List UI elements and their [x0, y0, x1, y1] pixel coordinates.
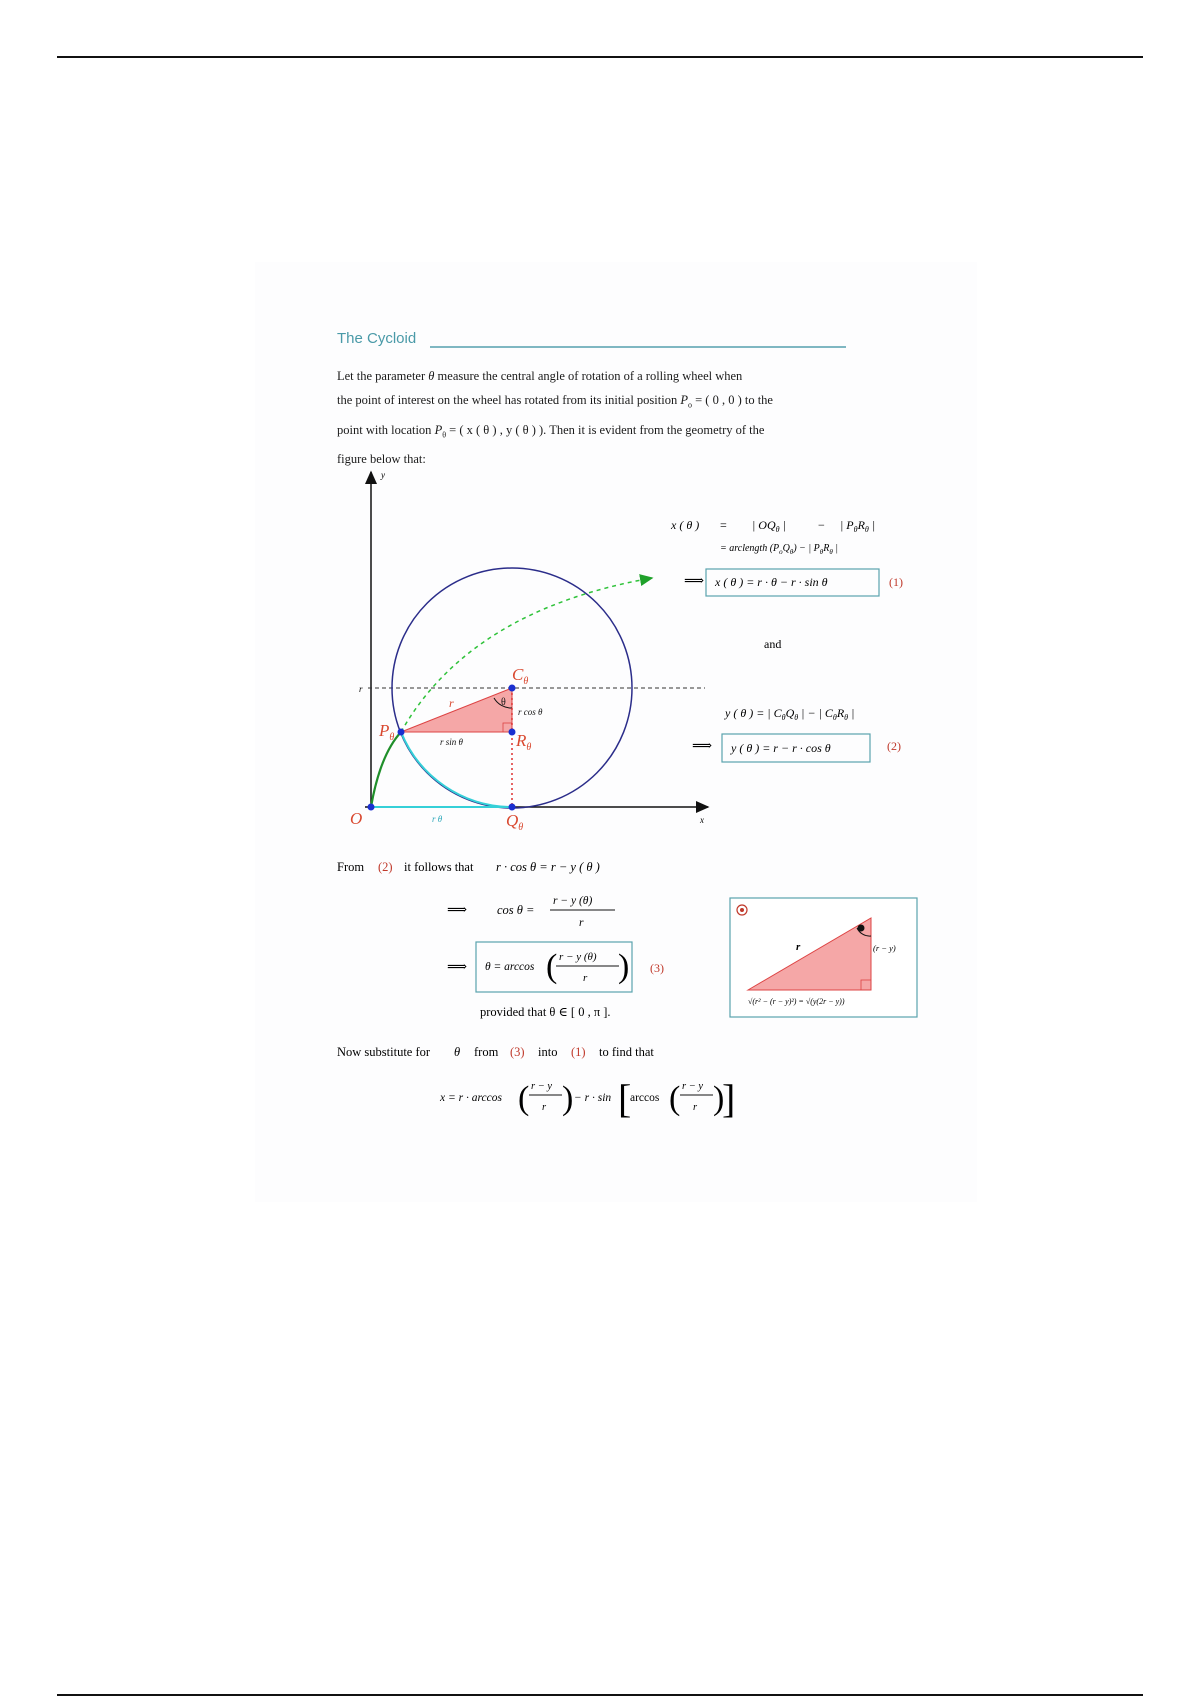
paren-right: )	[562, 1080, 574, 1117]
and-text: and	[764, 637, 782, 651]
into-text: into	[538, 1045, 558, 1059]
x-lhs: x ( θ )	[671, 518, 700, 532]
cos-lhs: cos θ =	[497, 903, 535, 917]
equation-tag-3: (3)	[650, 961, 664, 975]
y-derivation: y ( θ ) = | $C_\theta Q_\theta$ | − | $C_\theta R_\theta$ |	[725, 706, 855, 722]
angle-label: θ	[501, 697, 506, 708]
intro-text: point with location	[337, 422, 432, 437]
cycloid-curve	[371, 732, 401, 807]
ref-2: (2)	[378, 860, 393, 874]
implies-arrow: ⟹	[684, 574, 705, 589]
point-value: = ( 0 , 0 )	[695, 393, 742, 407]
implies-arrow: ⟹	[447, 960, 468, 975]
equals: =	[720, 518, 727, 532]
theta-symbol: θ	[428, 369, 435, 383]
inset-base-label: √(r² − (r − y)²) = √(y(2r − y))	[748, 997, 845, 1006]
subscript: θ	[442, 430, 447, 439]
final-lhs: x = r · arccos	[440, 1092, 502, 1104]
point-P	[398, 729, 405, 736]
follows-text: it follows that	[404, 860, 474, 874]
label-P: $P_\theta$	[379, 721, 395, 743]
cos-numerator: r − y (θ)	[553, 895, 593, 907]
rcos-label: r cos θ	[518, 707, 543, 717]
point-R	[509, 729, 516, 736]
point-value: = ( x ( θ ) , y ( θ ) ).	[449, 422, 547, 437]
final-arccos: arccos	[630, 1092, 660, 1104]
substitute-text: Now substitute for	[337, 1045, 431, 1059]
equation-tag-1: (1)	[889, 575, 903, 589]
bracket-left: [	[618, 1076, 632, 1121]
ref-3: (3)	[510, 1045, 525, 1059]
final-denominator-2: r	[693, 1102, 698, 1113]
final-mid: − r · sin	[574, 1092, 612, 1104]
x-arclength-line: = arclength $(P_oQ_\theta)$ − | $P_\theta R_\theta$ |	[720, 543, 839, 556]
domain-condition: provided that θ ∈ [ 0 , π ].	[480, 1005, 611, 1019]
inset-marker-dot	[740, 908, 744, 912]
theta-numerator: r − y (θ)	[559, 951, 597, 963]
point-C	[509, 685, 516, 692]
x-term-1: | $OQ_\theta$ |	[752, 518, 786, 534]
x-axis-label: x	[700, 815, 704, 825]
r-tick-label: r	[359, 684, 363, 694]
intro-text: Then it is evident from the geometry of the	[549, 422, 765, 437]
intro-text: measure the central angle of rotation of a rolling wheel when	[437, 369, 743, 383]
point-label: P	[434, 422, 443, 437]
bracket-right: ]	[722, 1076, 736, 1121]
x-term-2: | $P_\theta R_\theta$ |	[840, 518, 876, 534]
label-Q: $Q_\theta$	[506, 811, 524, 833]
theta-denominator: r	[583, 972, 588, 984]
cos-relation: r · cos θ = r − y ( θ )	[496, 860, 600, 874]
minus: −	[818, 518, 825, 532]
implies-arrow: ⟹	[447, 903, 468, 918]
inset-angle-dot	[858, 925, 865, 932]
inset-side-label: (r − y)	[873, 943, 896, 953]
hypotenuse-label: r	[449, 696, 454, 710]
intro-text: the point of interest on the wheel has rotated from its initial position	[337, 393, 678, 407]
point-Q	[509, 804, 516, 811]
paren-right: )	[618, 948, 630, 985]
label-C: $C_\theta$	[512, 665, 529, 687]
point-O	[368, 804, 375, 811]
rtheta-label: r θ	[432, 814, 443, 824]
x-derivation	[670, 518, 875, 556]
to-find-text: to find that	[599, 1045, 654, 1059]
final-numerator-2: r − y	[682, 1081, 704, 1092]
final-denominator-1: r	[542, 1102, 547, 1113]
paren-left: (	[546, 948, 558, 985]
label-R: $R_\theta$	[516, 731, 532, 753]
intro-line-4: figure below that:	[337, 452, 426, 466]
theta-symbol: θ	[454, 1045, 461, 1059]
boxed-y-text: y ( θ ) = r − r · cos θ	[731, 741, 831, 755]
implies-arrow: ⟹	[692, 739, 713, 754]
substitute-line	[337, 1045, 654, 1059]
label-O: O	[350, 809, 363, 828]
paren-left: (	[518, 1080, 530, 1117]
subscript: o	[687, 400, 692, 410]
cos-denominator: r	[579, 917, 584, 929]
y-axis-label: y	[381, 470, 385, 480]
boxed-x-text: x ( θ ) = r · θ − r · sin θ	[715, 575, 828, 589]
point-label: P	[680, 393, 688, 407]
equation-tag-2: (2)	[887, 739, 901, 753]
intro-text: Let the parameter	[337, 369, 426, 383]
final-numerator-1: r − y	[531, 1081, 553, 1092]
rsin-label: r sin θ	[440, 737, 463, 747]
theta-lhs: θ = arccos	[485, 961, 535, 973]
ref-1: (1)	[571, 1045, 586, 1059]
intro-text: to the	[744, 393, 773, 407]
paren-left: (	[669, 1080, 681, 1117]
inset-hypotenuse-label: r	[796, 941, 801, 953]
reference-triangle	[401, 688, 512, 732]
section-title: The Cycloid	[337, 330, 417, 347]
paren-right: )	[713, 1080, 725, 1117]
from-line	[337, 860, 600, 874]
from-text: From	[337, 860, 365, 874]
from-text: from	[474, 1045, 499, 1059]
